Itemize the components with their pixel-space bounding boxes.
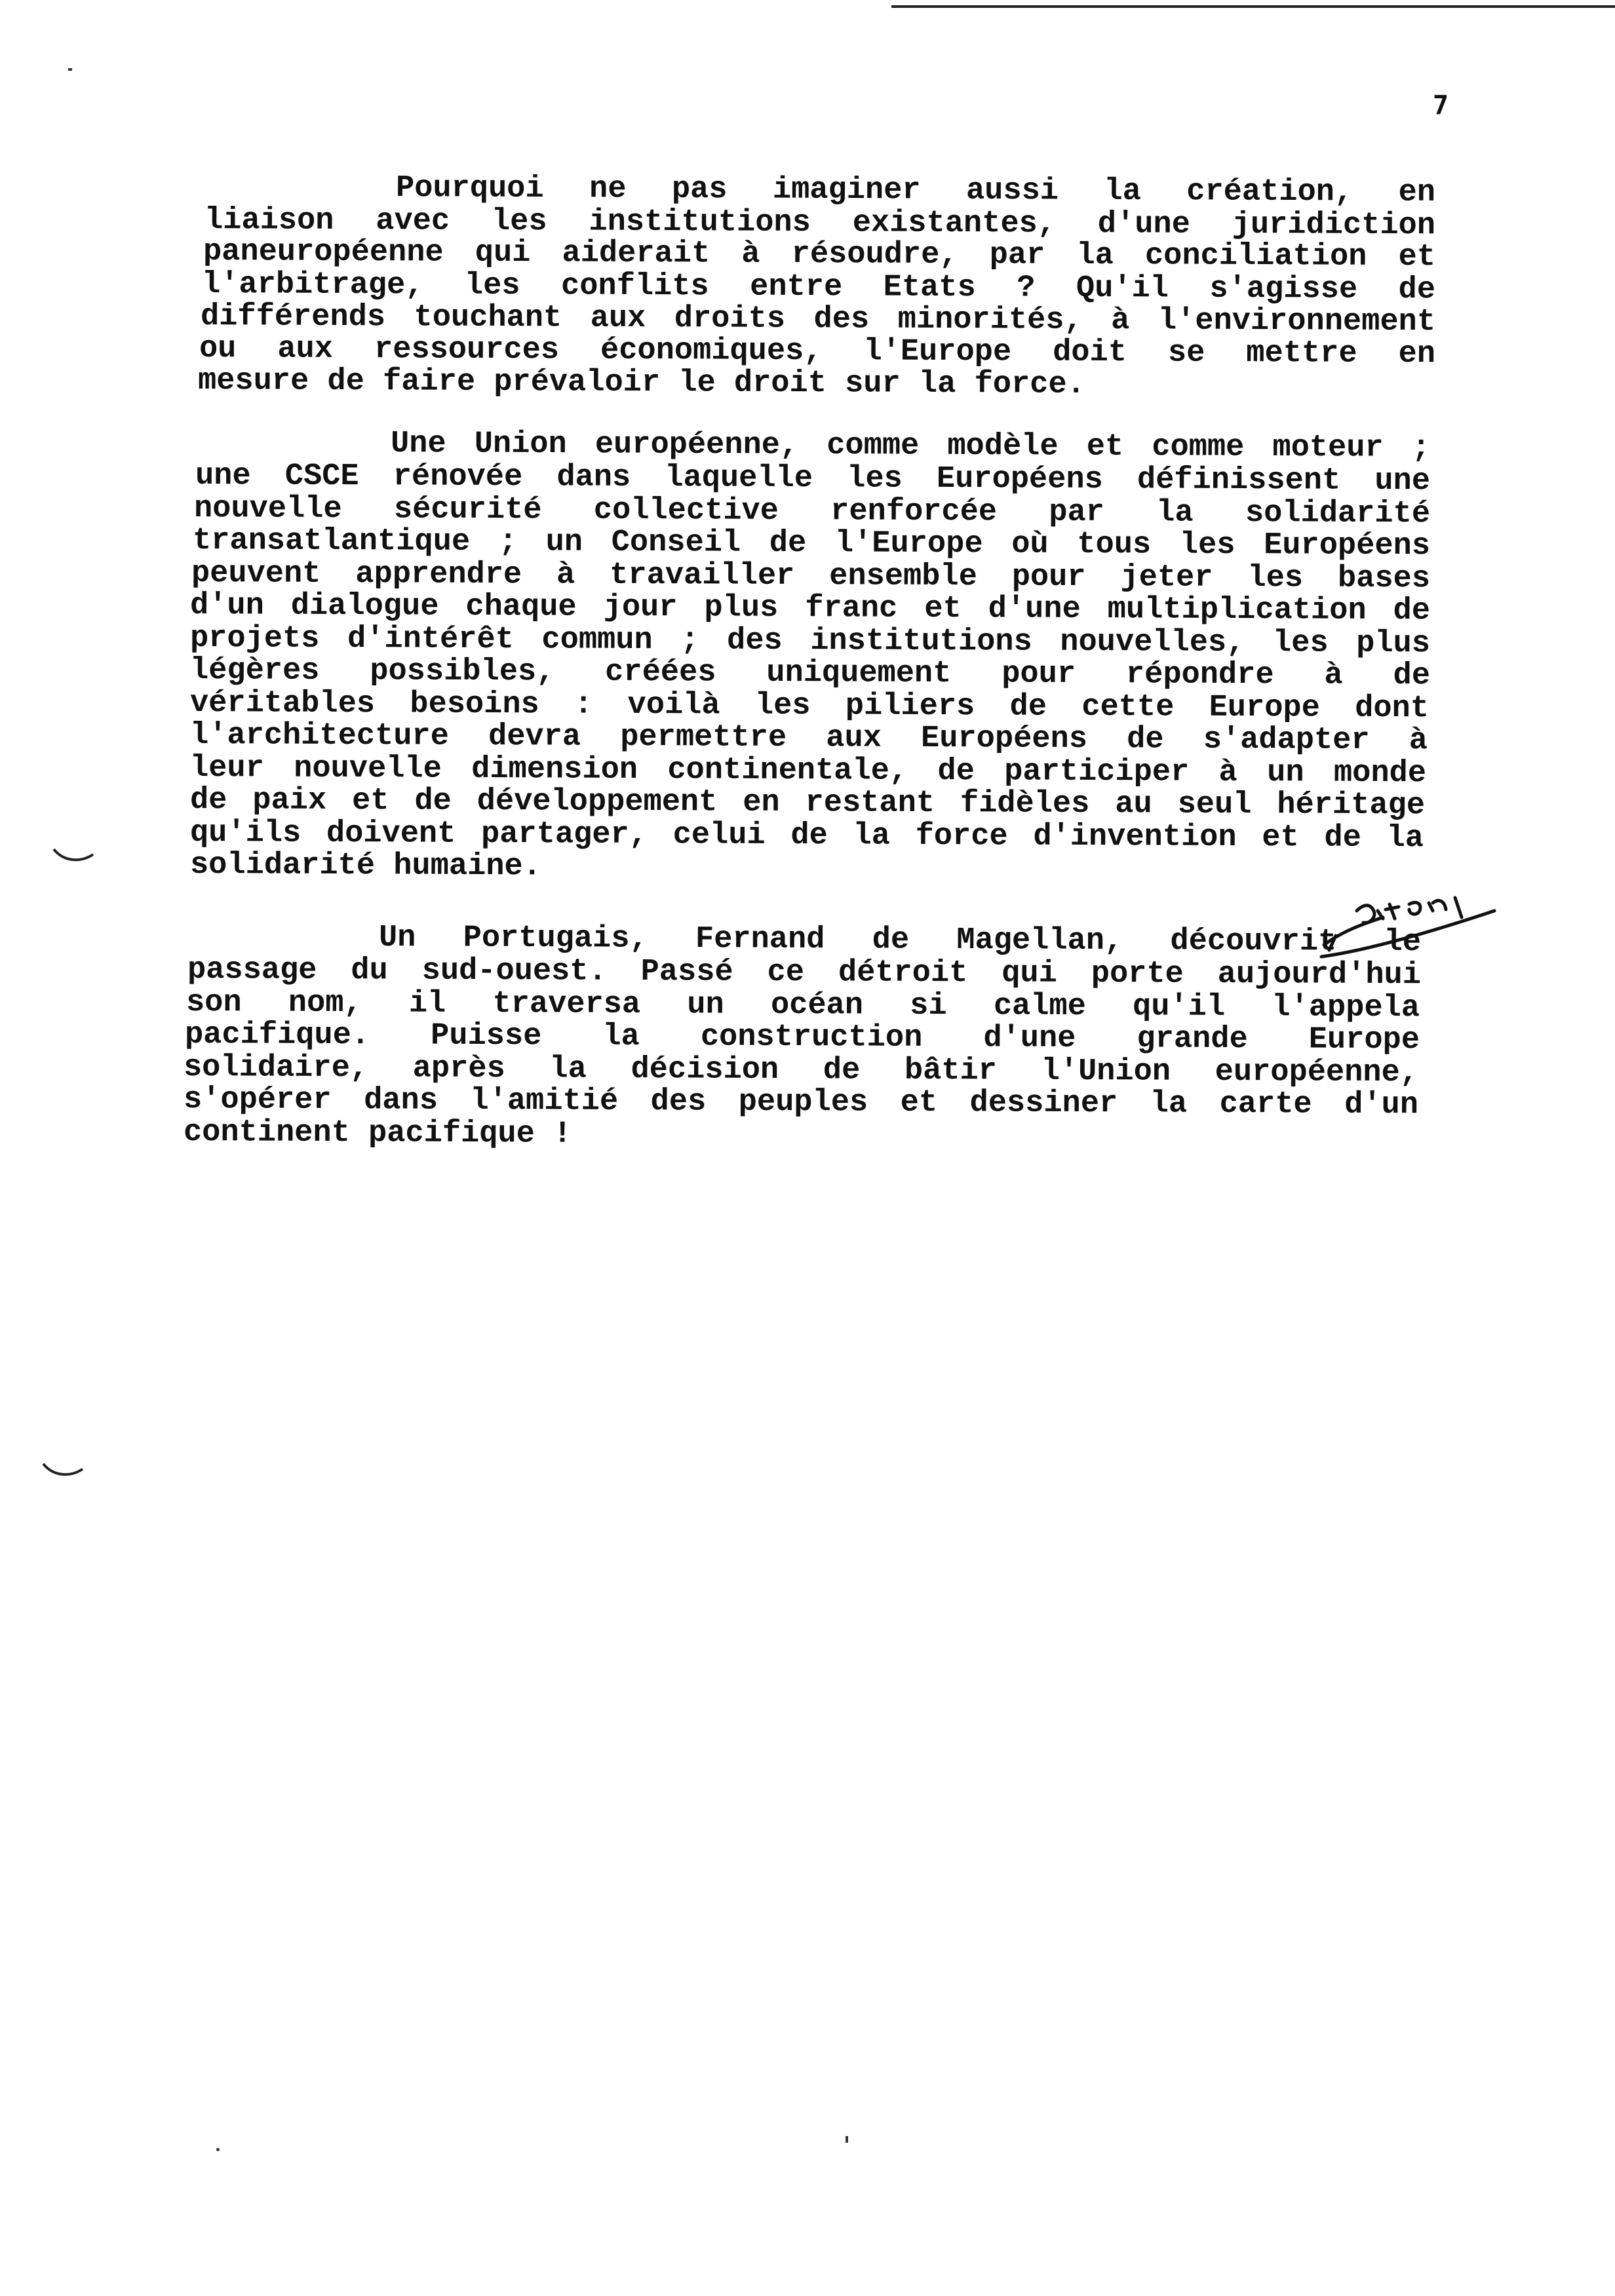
paragraph-1-line: l'arbitrage, les conflits entre Etats ? Qu'il s'agisse de xyxy=(201,267,1436,308)
paragraph-3-line: solidaire, après la décision de bâtir l'Union européenne, xyxy=(183,1050,1419,1091)
page-number: 7 xyxy=(1433,90,1449,121)
scan-mark-1 xyxy=(51,845,97,865)
paragraph-2-line: Une Union européenne, comme modèle et comme moteur ; xyxy=(390,427,1431,466)
paragraph-2-line: leur nouvelle dimension continentale, de participer à un monde xyxy=(189,751,1427,792)
paragraph-1-line: mesure de faire prévaloir le droit sur la force. xyxy=(197,364,1085,402)
paragraph-2-line: qu'ils doivent partager, celui de la force d'invention et de la xyxy=(189,816,1424,856)
paragraph-3-line: passage du sud-ouest. Passé ce détroit qui porte aujourd'hui xyxy=(187,953,1422,993)
paragraph-2-line: transatlantique ; un Conseil de l'Europe où tous les Européens xyxy=(192,524,1431,564)
paragraph-3-line: Un Portugais, Fernand de Magellan, découvrit le xyxy=(378,921,1422,960)
paragraph-2-line: de paix et de développement en restant fidèles au seul héritage xyxy=(189,783,1426,824)
paragraph-2-line: solidarité humaine. xyxy=(189,848,542,885)
scan-dot xyxy=(216,2148,220,2151)
paragraph-3-line: s'opérer dans l'amitié des peuples et dessiner la carte d'un xyxy=(183,1082,1419,1123)
paragraph-1-line: paneuropéenne qui aiderait à résoudre, par la conciliation et xyxy=(203,235,1436,275)
paragraph-2-line: légères possibles, créées uniquement pour répondre à de xyxy=(189,653,1431,694)
paragraph-2-line: peuvent apprendre à travailler ensemble pour jeter les bases xyxy=(191,556,1431,597)
paragraph-2-line: l'architecture devra permettre aux Européens de s'adapter à xyxy=(189,718,1428,759)
paragraph-2-line: nouvelle sécurité collective renforcée par la solidarité xyxy=(193,491,1431,532)
handwritten-annotation xyxy=(1317,885,1501,963)
paragraph-2-line: projets d'intérêt commun ; des institutions nouvelles, les plus xyxy=(189,621,1431,662)
scan-dot xyxy=(68,68,72,71)
paragraph-2-line: d'un dialogue chaque jour plus franc et d'une multiplication de xyxy=(189,588,1431,629)
paragraph-1-line: ou aux ressources économiques, l'Europe doit se mettre en xyxy=(199,332,1436,372)
paragraph-3-line: continent pacifique ! xyxy=(183,1115,572,1152)
paragraph-2-line: véritables besoins : voilà les piliers de cette Europe dont xyxy=(189,686,1430,727)
scan-mark-2 xyxy=(41,1460,87,1480)
paragraph-1-line: différends touchant aux droits des minorités, à l'environnement xyxy=(200,299,1436,340)
paragraph-1-line: Pourquoi ne pas imaginer aussi la création, en xyxy=(395,171,1436,210)
paragraph-3-line: pacifique. Puisse la construction d'une grande Europe xyxy=(184,1018,1420,1058)
paragraph-3-line: son nom, il traversa un océan si calme qu'il l'appela xyxy=(185,985,1420,1026)
scan-dot xyxy=(846,2136,848,2143)
top-border-line xyxy=(891,0,1615,8)
paragraph-2-line: une CSCE rénovée dans laquelle les Européens définissent une xyxy=(195,459,1431,499)
paragraph-1-line: liaison avec les institutions existantes, d'une juridiction xyxy=(204,203,1436,244)
